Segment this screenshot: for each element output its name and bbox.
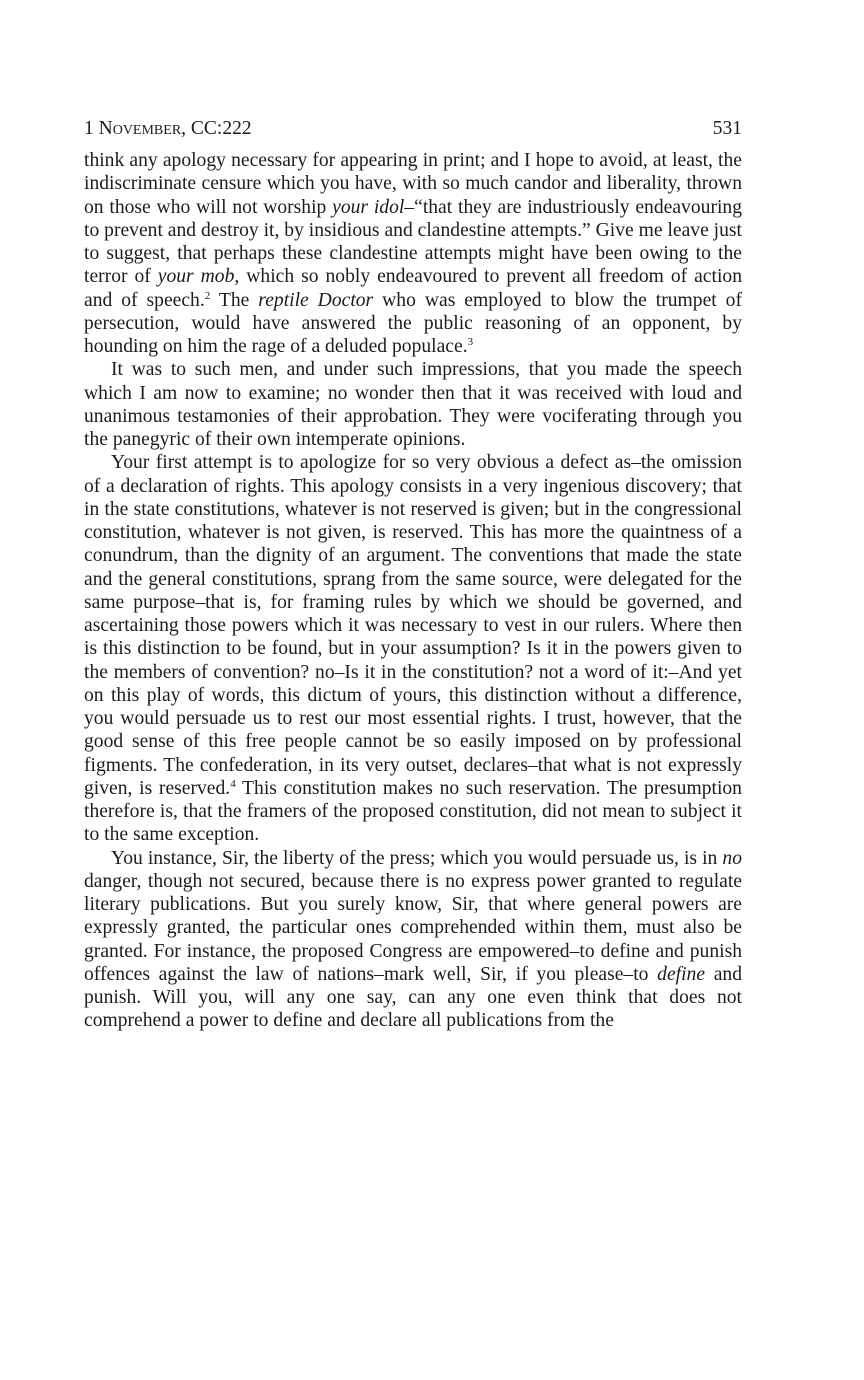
paragraph-3 [84, 451, 742, 846]
text-run: danger, though not secured, because there is no express power granted to regulate literary publications. But you surely know, Sir, that where general powers are expressly granted, the particular ones comprehended within them, must also be granted. For instance, the proposed Congress are empowered–to define and punish offences against the law of nations–mark well, Sir, if you please–to [84, 870, 742, 985]
text-run: who was employed to blow the trumpet of persecution, would have answered the public reasoning of an opponent, by hounding on him the rage of a deluded populace. [84, 289, 742, 357]
running-head-number: 1 [84, 118, 94, 139]
text-run: You instance, Sir, the liberty of the press; which you would persuade us, is in [111, 847, 723, 869]
text-run: –“that they are industriously endeavouring to prevent and destroy it, by insidious and clandestine attempts.” Give me leave just to suggest, that perhaps these clandestine attempts might have been owing to the terror of [84, 196, 743, 288]
text-run: which so nobly endeavoured to prevent all freedom of action and of speech. [84, 266, 742, 311]
emphasis: your idol [332, 196, 405, 218]
footnote-ref-2: 2 [204, 289, 211, 302]
footnote-ref-4: 4 [230, 777, 236, 790]
emphasis: define [657, 963, 706, 985]
text-run: This constitution makes no such reservation. The presumption therefore is, that the framers of the proposed constitution, did not mean to subject it to the same exception. [84, 777, 742, 846]
running-head [84, 116, 742, 142]
emphasis: your mob, [157, 266, 240, 288]
text-run: and punish. Will you, will any one say, can any one even think that does not comprehend a power to define and declare all publications from the [84, 963, 742, 1032]
paragraph-1 [84, 149, 742, 358]
footnote-ref-3: 3 [467, 335, 474, 348]
running-head-ref: , CC:222 [181, 118, 252, 139]
text-run: Your first attempt is to apologize for so very obvious a defect as–the omission of a declaration of rights. This apology consists in a very ingenious discovery; that in the state constitutions, whatever is not reserved is given; but in the congressional constitution, whatever is not given, is reserved. This has more the quaintness of a conundrum, than the dignity of an argument. The conventions that made the state and the general constitutions, sprang from the same source, were delegated for the same purpose–that is, for framing rules by which we should be governed, and ascertaining those powers which it was necessary to vest in our rulers. Where then is this distinction to be found, but in your assumption? Is it in the powers given to the members of convention? no–Is it in the constitution? not a word of it:–And yet on this play of words, this dictum of yours, this distinction without a difference, you would persuade us to rest our most essential rights. I trust, however, that the good sense of this free people cannot be so easily imposed on by professional figments. The confederation, in its very outset, declares–that what is not expressly given, is reserved. [84, 452, 742, 799]
body-text [84, 149, 742, 1033]
document-page [84, 116, 742, 1033]
text-run: think any apology necessary for appearing in print; and I hope to avoid, at least, the indiscriminate censure which you have, with so much candor and liberality, thrown on those who will not worship [84, 150, 742, 218]
text-run: The [210, 289, 259, 311]
emphasis: no [722, 847, 742, 869]
paragraph-4 [84, 847, 742, 1033]
emphasis: reptile Doctor [258, 289, 374, 311]
running-head-month: November [98, 118, 182, 139]
page-number: 531 [712, 118, 742, 139]
running-head-left [84, 116, 252, 142]
paragraph-2: It was to such men, and under such impressions, that you made the speech which I am now to examine; no wonder then that it was received with loud and unanimous testamonies of their approbation. They were vociferating through you the panegyric of their own intemperate opinions. [84, 359, 742, 450]
